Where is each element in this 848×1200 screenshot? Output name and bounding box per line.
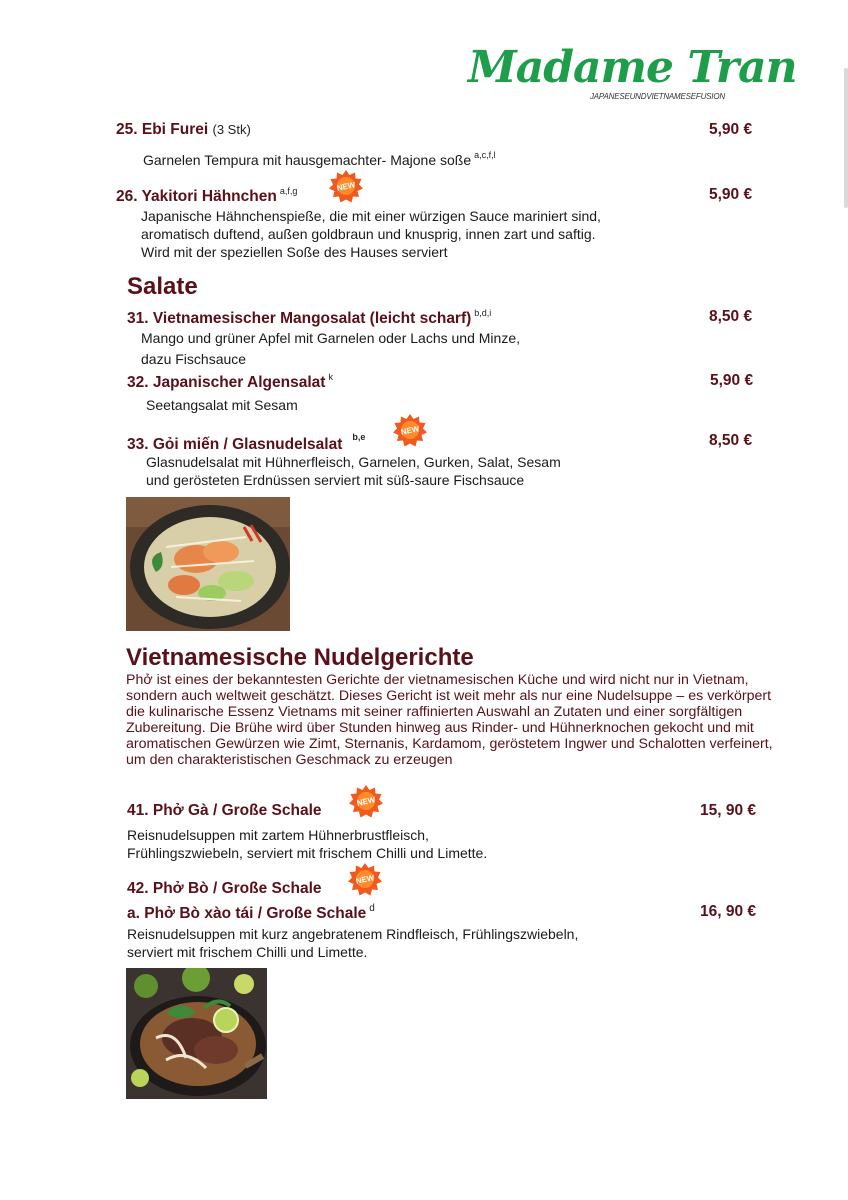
menu-item-42a-title (127, 903, 375, 923)
glass-noodle-salad-photo (126, 497, 290, 631)
new-badge-label: NEW (336, 180, 357, 193)
menu-item-41-description (127, 826, 487, 862)
item-title: 26. Yakitori Hähnchen (116, 188, 277, 205)
item-title: 31. Vietnamesischer Mangosalat (leicht scharf) (127, 310, 472, 327)
new-badge-label: NEW (400, 424, 421, 437)
new-badge-icon (348, 862, 382, 896)
brand-tagline: JAPANESEUNDVIETNAMESEFUSION (590, 92, 725, 101)
allergen-codes: b,d,i (474, 308, 492, 318)
new-badge-label: NEW (355, 873, 376, 886)
item-title: 33. Gỏi miến / Glasnudelsalat (127, 436, 343, 453)
description-line: Glasnudelsalat mit Hühnerfleisch, Garnelen, Gurken, Salat, Sesam (146, 454, 561, 470)
menu-item-42-description (127, 925, 578, 961)
menu-item-25-description (143, 146, 496, 169)
menu-item-26-price: 5,90 € (709, 186, 753, 203)
menu-item-33-description (146, 453, 561, 489)
menu-item-42-title: 42. Phở Bò / Große Schale (127, 880, 322, 897)
description-line: aromatisch duftend, außen goldbraun und knusprig, innen zart und saftig. (141, 226, 596, 242)
noodles-intro-text: Phở ist eines der bekanntesten Gerichte der vietnamesischen Küche und wird nicht nur in Vietnam, sondern auch weltweit geschätzt. Dieses Gericht ist weit mehr als nur eine Nudelsuppe – es verkörpert die kulinarische Essenz Vietnams mit seiner raffinierten Auswahl an Zutaten und einer sorgfältigen Zubereitung. Die Brühe wird über Stunden hinweg aus Rinder- und Hühnerknochen gekocht und mit aromatischen Gewürzen wie Zimt, Sternanis, Kardamom, geröstetem Ingwer und Schalotten verfeinert, um den charakteristischen Geschmack zu erzeugen (126, 672, 773, 768)
new-badge-icon (393, 413, 427, 447)
allergen-codes: d (369, 903, 375, 914)
menu-item-41-title: 41. Phở Gà / Große Schale (127, 802, 322, 819)
menu-item-26-description (141, 207, 601, 261)
description-line: Japanische Hähnchenspieße, die mit einer würzigen Sauce mariniert sind, (141, 208, 601, 224)
allergen-codes: a,c,f,l (474, 150, 496, 160)
item-title: 25. Ebi Furei (116, 121, 209, 138)
description-line: Seetangsalat mit Sesam (146, 397, 298, 413)
description-line: dazu Fischsauce (141, 351, 247, 367)
menu-item-31-title (127, 308, 491, 328)
item-title: 32. Japanischer Algensalat (127, 374, 326, 391)
menu-item-41-price: 15, 90 € (700, 802, 757, 819)
menu-item-42-price: 16, 90 € (700, 903, 757, 920)
allergen-codes: b,e (352, 432, 366, 442)
description-line: Frühlingszwiebeln, serviert mit frischem Chilli und Limette. (127, 845, 488, 861)
new-badge-icon (329, 169, 363, 203)
brand-logo (468, 42, 797, 101)
menu-item-31-description (141, 328, 520, 370)
menu-item-25-price: 5,90 € (709, 121, 753, 138)
menu-item-26-title (116, 186, 297, 206)
menu-item-33-title (127, 432, 365, 454)
description-line: Mango und grüner Apfel mit Garnelen oder Lachs und Minze, (141, 330, 521, 346)
allergen-codes: k (328, 372, 333, 382)
item-title: a. Phở Bò xào tái / Große Schale (127, 905, 367, 922)
menu-item-31-price: 8,50 € (709, 308, 753, 325)
description-line: Reisnudelsuppen mit zartem Hühnerbrustfleisch, (127, 827, 429, 843)
pho-bo-photo (126, 968, 267, 1099)
allergen-codes: a,f,g (279, 186, 298, 196)
description-line: serviert mit frischem Chilli und Limette. (127, 944, 368, 960)
description-line: und gerösteten Erdnüssen serviert mit süß-saure Fischsauce (146, 472, 525, 488)
section-title-noodles: Vietnamesische Nudelgerichte (126, 644, 474, 671)
menu-item-33-price: 8,50 € (709, 432, 753, 449)
scrollbar[interactable] (844, 68, 848, 208)
section-title-salads: Salate (127, 273, 198, 300)
brand-name: Madame Tran (468, 42, 797, 93)
item-quantity: (3 Stk) (212, 122, 251, 137)
new-badge-label: NEW (356, 795, 377, 808)
menu-item-25-title (116, 121, 251, 139)
menu-item-32-price: 5,90 € (710, 372, 754, 389)
description-line: Wird mit der speziellen Soße des Hauses serviert (141, 244, 448, 260)
new-badge-icon (349, 784, 383, 818)
description-line: Garnelen Tempura mit hausgemachter- Majone soße (143, 152, 472, 168)
menu-item-32-description (146, 396, 298, 414)
description-line: Reisnudelsuppen mit kurz angebratenem Rindfleisch, Frühlingszwiebeln, (127, 926, 579, 942)
menu-item-32-title (127, 372, 333, 392)
